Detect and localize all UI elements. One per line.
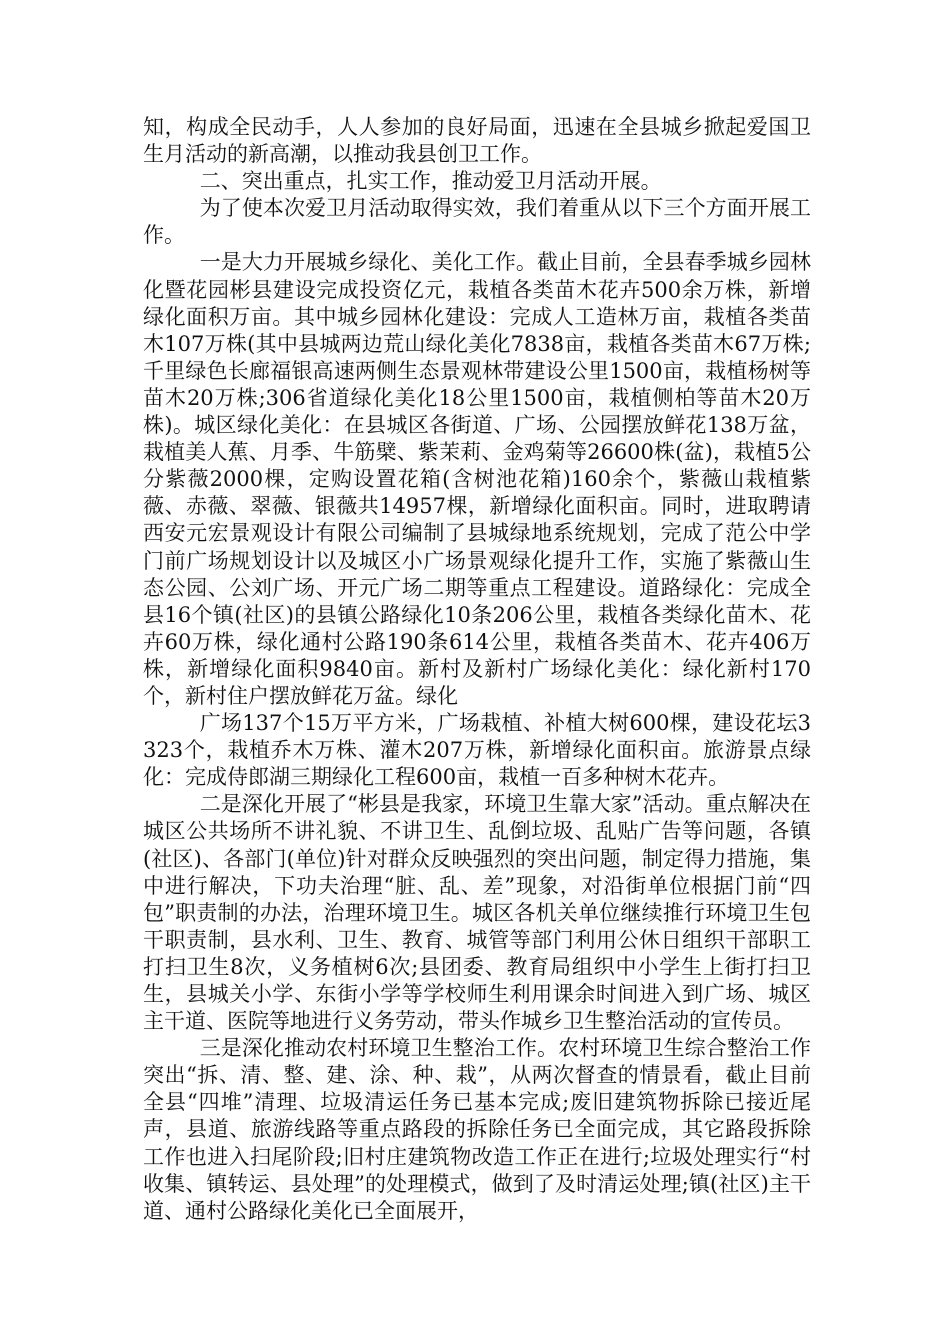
paragraph-intro: 为了使本次爱卫月活动取得实效，我们着重从以下三个方面开展工作。 (143, 196, 811, 248)
paragraph-squares: 广场137个15万平方米，广场栽植、补植大树600棵，建设花坛3323个，栽植乔木万株、灌木207万株，新增绿化面积亩。旅游景点绿化：完成侍郎湖三期绿化工程600亩，栽植一百多种树木花卉。 (143, 711, 811, 790)
document-page (143, 114, 811, 1225)
paragraph-rural-sanitation: 三是深化推动农村环境卫生整治工作。农村环境卫生综合整治工作突出“拆、清、整、建、涂、种、栽”，从两次督查的情景看，截止目前全县“四堆”清理、垃圾清运任务已基本完成;废旧建筑物拆除已接近尾声，县道、旅游线路等重点路段的拆除任务已全面完成，其它路段拆除工作也进入扫尾阶段;旧村庄建筑物改造工作正在进行;垃圾处理实行“村收集、镇转运、县处理”的处理模式，做到了及时清运处理;镇(社区)主干道、通村公路绿化美化已全面展开， (143, 1036, 811, 1223)
paragraph-continuation: 知，构成全民动手，人人参加的良好局面，迅速在全县城乡掀起爱国卫生月活动的新高潮，以推动我县创卫工作。 (143, 115, 811, 167)
paragraph-campaign: 二是深化开展了“彬县是我家，环境卫生靠大家”活动。重点解决在城区公共场所不讲礼貌、不讲卫生、乱倒垃圾、乱贴广告等问题，各镇(社区)、各部门(单位)针对群众反映强烈的突出问题，制定得力措施，集中进行解决，下功夫治理“脏、乱、差”现象，对沿街单位根据门前“四包”职责制的办法，治理环境卫生。城区各机关单位继续推行环境卫生包干职责制，县水利、卫生、教育、城管等部门利用公休日组织干部职工打扫卫生8次，义务植树6次;县团委、教育局组织中小学生上街打扫卫生，县城关小学、东街小学等学校师生利用课余时间进入到广场、城区主干道、医院等地进行义务劳动，带头作城乡卫生整治活动的宣传员。 (143, 792, 811, 1034)
paragraph-greening: 一是大力开展城乡绿化、美化工作。截止目前，全县春季城乡园林化暨花园彬县建设完成投资亿元，栽植各类苗木花卉500余万株，新增绿化面积万亩。其中城乡园林化建设：完成人工造林万亩，栽植各类苗木107万株(其中县城两边荒山绿化美化7838亩，栽植各类苗木67万株;千里绿色长廊福银高速两侧生态景观林带建设公里1500亩，栽植杨树等苗木20万株;306省道绿化美化18公里1500亩，栽植侧柏等苗木20万株)。城区绿化美化：在县城区各街道、广场、公园摆放鲜花138万盆，栽植美人蕉、月季、牛筋檗、紫茉莉、金鸡菊等26600株(盆)，栽植5公分紫薇2000棵，定购设置花箱(含树池花箱)160余个，紫薇山栽植紫薇、赤薇、翠薇、银薇共14957棵，新增绿化面积亩。同时，进取聘请西安元宏景观设计有限公司编制了县城绿地系统规划，完成了范公中学门前广场规划设计以及城区小广场景观绿化提升工作，实施了紫薇山生态公园、公刘广场、开元广场二期等重点工程建设。道路绿化：完成全县16个镇(社区)的县镇公路绿化10条206公里，栽植各类绿化苗木、花卉60万株，绿化通村公路190条614公里，栽植各类苗木、花卉406万株，新增绿化面积9840亩。新村及新村广场绿化美化：绿化新村170个，新村住户摆放鲜花万盆。绿化 (143, 250, 811, 708)
section-heading-two: 二、突出重点，扎实工作，推动爱卫月活动开展。 (199, 169, 662, 194)
